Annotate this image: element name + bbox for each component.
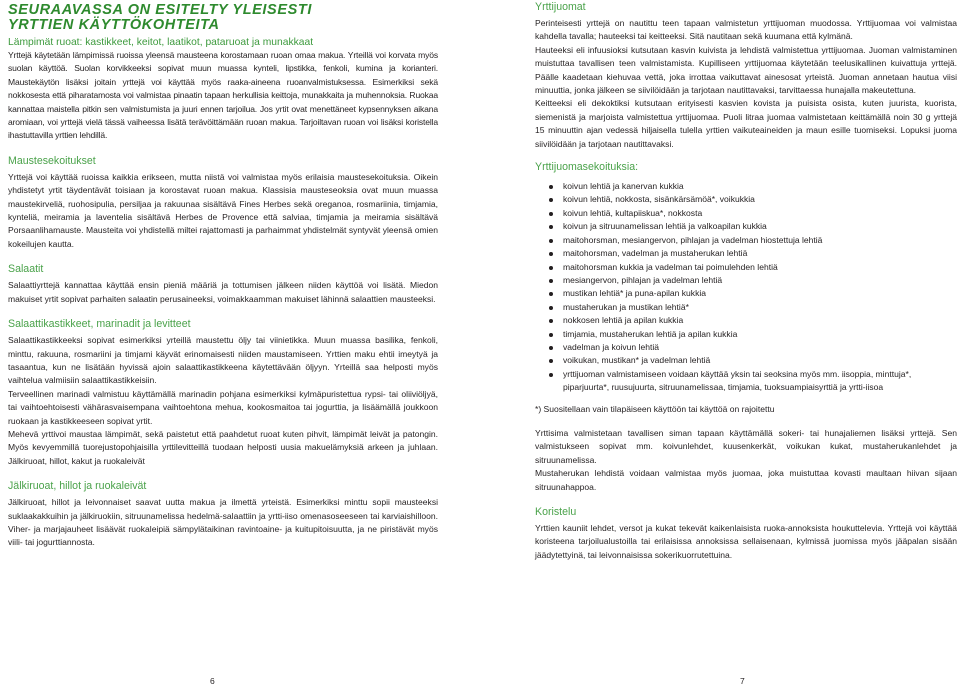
list-item: maitohorsman kukkia ja vadelman tai poimulehden lehtiä bbox=[549, 261, 957, 274]
paragraph-maustesekoitukset: Yrttejä voi käyttää ruoissa kaikkia erikseen, mutta niistä voi valmistaa myös erilaisia maustesekoituksia. Oikein yhdistetyt yrtit täydentävät toisiaan ja korostavat ruoan makua. Klassisia mausteseoksia ovat muun muassa maustekirveliä, ruohosipulia, persiljaa ja rakuunaa sisältävä Fines Herbes sekä oreganoa, rosmariinia, timjamia, kynteliä, meiramia ja laventelia sisältävä Herbes de Provence että salviaa, timjamia ja meiramia sisältävä Porsaanlihamauste. Mausteita voi yhdistellä miltei rajattomasti ja parhaimmat yhdistelmät syntyvät yleensä omien kokeilujen kautta. bbox=[8, 171, 438, 249]
list-item: koivun lehtiä ja kanervan kukkia bbox=[549, 180, 957, 193]
heading-salaattikastikkeet: Salaattikastikkeet, marinadit ja levitteet bbox=[8, 318, 191, 331]
paragraph-mustaherukka: Mustaherukan lehdistä voidaan valmistaa myös juomaa, joka muistuttaa kovasti maultaan hiivan sijaan sitruunahappoa. bbox=[535, 468, 957, 492]
left-page bbox=[8, 0, 438, 686]
yrttijuomasekoitukset-list bbox=[549, 180, 957, 395]
bullet-icon bbox=[549, 225, 553, 229]
paragraph-salaattikastikkeet-1: Salaattikastikkeeksi sopivat esimerkiksi yrteillä maustettu öljy tai viinietikka. Muun muassa basilika, fenkoli, minttu, rakuuna, rosmariini ja timjami käyvät erinomaisesti niiden maustamiseen. Yrttien maku ehtii imeytyä ja tasaantua, kun ne lisätään hyvissä ajoin salaattikastikkeena käytettävään öljyyn. Yrteillä saa helposti myös vaihtelua valmiisiin salaattikastikkeisiin. bbox=[8, 335, 438, 386]
paragraph-yrttijuomat-3: Keitteeksi eli dekoktiksi kutsutaan erityisesti kasvien kovista ja puisista osista, kuten juurista, kuorista, siemenistä ja marjoista valmistettua yrttijuomaa. Puoli litraa juomaa valmistetaan keittämällä noin 30 g yrttejä 15 minuuttin ajan vedessä hiljaisella tulella yrttien vaikuteaineiden ja maun esille tuomiseksi. Lopuksi juoma siivilöidään ja tarjotaan nautittavaksi. bbox=[535, 98, 957, 149]
paragraph-yrttijuomat-2: Hauteeksi eli infuusioksi kutsutaan kasvin kuivista ja lehdistä valmistettua yrttijuomaa. Juoman valmistaminen muistuttaa tavallisen teen valmistamista. Kupilliseen yrttijuomaa käytetään teelusikallinen kuivattuja yrttejä. Päälle kaadetaan kiehuvaa vettä, joka irrottaa vaikuttavat ainesosat yrteistä. Juoman annetaan hautua viisi minuuttia, jonka jälkeen se siivilöidään ja tarjotaan nautittavaksi, tarvittaessa hunajalla makeutettuna. bbox=[535, 44, 957, 96]
main-heading-line-1: SEURAAVASSA ON ESITELTY YLEISESTI bbox=[8, 2, 312, 18]
page-number-right: 7 bbox=[740, 676, 745, 686]
list-item: mesiangervon, pihlajan ja vadelman lehtiä bbox=[549, 274, 957, 287]
paragraph-jalkiruoat: Jälkiruoat, hillot ja leivonnaiset saavat uutta makua ja ilmettä yrteistä. Esimerkiksi minttu sopii mausteeksi suklaakakkuihin ja jälkiruokiin, sitruunamelissa hedelmä-salaattiin ja yrtti-iiso omenasoseeseen tai karviaishilloon. Viher- ja marjajauheet lisäävät ruokaleipiä sämpylätaikinan ravintoaine- ja kuitupitoisuutta, ja ne piristävät myös viili- tai jogurttiannosta. bbox=[8, 497, 438, 548]
bullet-icon bbox=[549, 279, 553, 283]
list-item: maitohorsman, mesiangervon, pihlajan ja vadelman hiostettuja lehtiä bbox=[549, 234, 957, 247]
bullet-icon bbox=[549, 319, 553, 323]
heading-maustesekoitukset: Maustesekoitukset bbox=[8, 154, 96, 167]
bullet-icon bbox=[549, 306, 553, 310]
bullet-icon bbox=[549, 212, 553, 216]
paragraph-salaatit: Salaattiyrttejä kannattaa käyttää ensin pieniä määriä ja tottumisen jälkeen niiden käyttöä voi lisätä. Miedon makuiset yrtit sopivat parhaiten salaatin perusaineeksi, voimakkaamman makuiset lähinnä salaattien mausteeksi. bbox=[8, 280, 438, 304]
list-item: koivun lehtiä, kultapiiskua*, nokkosta bbox=[549, 207, 957, 220]
list-item: voikukan, mustikan* ja vadelman lehtiä bbox=[549, 354, 957, 367]
paragraph-yrttijuomat-1: Perinteisesti yrttejä on nautittu teen tapaan valmistetun yrttijuoman muodossa. Yrttijuomaa voi valmistaa kahdella tavalla; hauteeksi tai keitteeksi. Sitä nautitaan sekä kuumana että kylmänä. bbox=[535, 18, 957, 42]
list-item: maitohorsman, vadelman ja mustaherukan lehtiä bbox=[549, 247, 957, 260]
intro-paragraph: Yrttejä käytetään lämpimissä ruoissa yleensä mausteena korostamaan ruoan omaa makua. Yrteillä voi korvata myös suolan käyttöä. Suolan korvikkeeksi sopivat muun muassa kynteli, lipstikka, fenkoli, kumina ja korianteri. Maustekäytön lisäksi joitain yrttejä voi käyttää myös raaka-aineena ruoanvalmistuksessa. Esimerkiksi sekä nokkosesta että piharatamosta voi valmistaa pinaatin tapaan herkullisia keittoja, munakkaita ja muhennoksia. Ruokaa kannattaa maistella pitkin sen valmistumista ja juuri ennen tarjoilua. Jos yrtit ovat menettäneet kypsennyksen aikana aromiaan, voi yrttejä vielä tässä vaiheessa lisätä terävöittämään ruoan makua. Tarjoiltavan ruoan voi lisäksi koristella ihastuttavilla yrttien lehdillä. bbox=[8, 50, 438, 141]
heading-jalkiruoat: Jälkiruoat, hillot ja ruokaleivät bbox=[8, 480, 147, 493]
bullet-icon bbox=[549, 266, 553, 270]
bullet-icon bbox=[549, 346, 553, 350]
right-page bbox=[535, 0, 957, 686]
bullet-icon bbox=[549, 185, 553, 189]
main-heading bbox=[8, 3, 438, 33]
heading-yrttijuomat: Yrttijuomat bbox=[535, 1, 586, 13]
list-item: koivun lehtiä, nokkosta, sisänkärsämöä*, voikukkia bbox=[549, 193, 957, 206]
bullet-icon bbox=[549, 373, 553, 377]
bullet-icon bbox=[549, 292, 553, 296]
list-item: vadelman ja koivun lehtiä bbox=[549, 341, 957, 354]
heading-salaatit: Salaatit bbox=[8, 263, 44, 276]
bullet-icon bbox=[549, 252, 553, 256]
sub-heading-lampimat-ruoat: Lämpimät ruoat: kastikkeet, keitot, laatikot, pataruoat ja munakkaat bbox=[8, 37, 314, 48]
paragraph-salaattikastikkeet-2: Terveellinen marinadi valmistuu käyttämällä marinadin pohjana esimerkiksi kylmäpuristettua rypsi- tai oliiviöljyä, tai vaihtoehtoisesti vähärasvaisempana vaihtoehtona mehua, kookosmaitoa tai jogurttia, ja lisäämällä joukkoon ruokaan ja kastikkeeseen sopivat yrtit. bbox=[8, 388, 438, 426]
list-item: timjamia, mustaherukan lehtiä ja apilan kukkia bbox=[549, 328, 957, 341]
heading-koristelu: Koristelu bbox=[535, 506, 577, 518]
list-item: koivun ja sitruunamelissan lehtiä ja valkoapilan kukkia bbox=[549, 220, 957, 233]
heading-yrttijuomasekoituksia: Yrttijuomasekoituksia: bbox=[535, 161, 639, 174]
list-item: nokkosen lehtiä ja apilan kukkia bbox=[549, 314, 957, 327]
page-number-left: 6 bbox=[210, 676, 215, 686]
list-item: yrttijuoman valmistamiseen voidaan käyttää yksin tai seoksina myös mm. iisoppia, minttuja*, piparjuurta*, ruusujuurta, sitruunamelissaa, timjamia, tuoksuampiaisyrttiä ja yrtti-iisoa bbox=[549, 368, 957, 395]
paragraph-koristelu: Yrttien kauniit lehdet, versot ja kukat tekevät kaikenlaisista ruoka-annoksista houkuttelevia. Yrttejä voi käyttää koristeena tarjoilualustoilla tai erilaisissa annoksissa sellaisenaan, kylmissä juomissa myös jääpalan sisään jäädytettyinä, tai leivonnaisissa sokerikuorrutettuina. bbox=[535, 523, 957, 560]
paragraph-yrttisima: Yrttisima valmistetaan tavallisen siman tapaan käyttämällä sokeri- tai hunajaliemen lisäksi yrttejä. Sen valmistukseen sopivat mm. koivunlehdet, kuusenkerkät, voikukan kukat, mustaherukanlehdet ja sitruunamelissa. bbox=[535, 427, 957, 465]
bullet-icon bbox=[549, 333, 553, 337]
list-item: mustikan lehtiä* ja puna-apilan kukkia bbox=[549, 287, 957, 300]
bullet-icon bbox=[549, 239, 553, 243]
main-heading-line-2: YRTTIEN KÄYTTÖKOHTEITA bbox=[8, 17, 220, 33]
bullet-icon bbox=[549, 198, 553, 202]
list-item: mustaherukan ja mustikan lehtiä* bbox=[549, 301, 957, 314]
bullet-icon bbox=[549, 359, 553, 363]
footnote: *) Suositellaan vain tilapäiseen käyttöön tai käyttöä on rajoitettu bbox=[535, 403, 775, 414]
paragraph-salaattikastikkeet-3: Mehevä yrttivoi maustaa lämpimät, sekä paistetut että paahdetut ruoat kuten pihvit, lämpimät leivät ja patongin. Myös kevyemmillä tuorejustopohjaisilla yrttilevitteillä tuodaan helposti uusia makuelämyksiä arkeen ja juhlaan. Jälkiruoat, hillot, kakut ja ruokaleivät bbox=[8, 428, 438, 466]
